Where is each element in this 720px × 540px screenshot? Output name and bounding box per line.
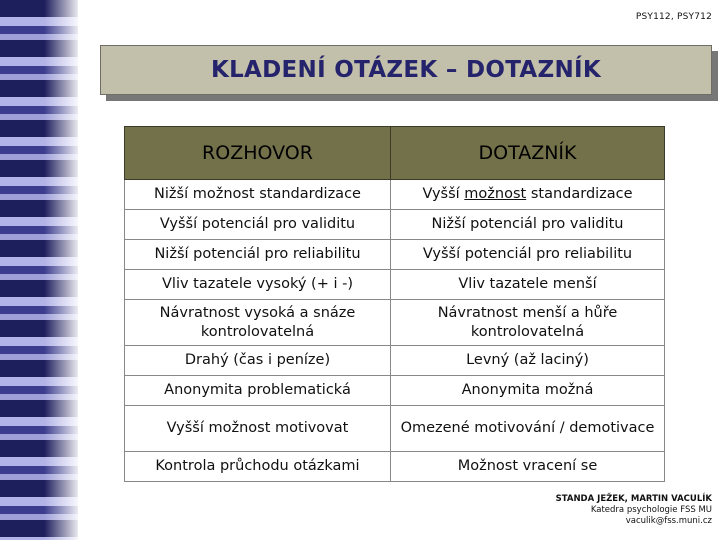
table-row xyxy=(125,210,665,240)
comparison-table xyxy=(124,126,665,482)
header-questionnaire: DOTAZNÍK xyxy=(391,127,665,180)
cell-interview: Kontrola průchodu otázkami xyxy=(125,452,391,482)
table-row xyxy=(125,376,665,406)
footer-authors: STANDA JEŽEK, MARTIN VACULÍK xyxy=(555,494,712,504)
cell-questionnaire: Anonymita možná xyxy=(391,376,665,406)
slide-title: KLADENÍ OTÁZEK – DOTAZNÍK xyxy=(210,57,602,83)
cell-text-prefix: Vyšší xyxy=(422,186,465,202)
author-footer xyxy=(556,494,712,527)
cell-interview: Nižší potenciál pro reliabilitu xyxy=(125,240,391,270)
slide-title-box xyxy=(100,45,712,95)
cell-questionnaire: Nižší potenciál pro validitu xyxy=(391,210,665,240)
table-row xyxy=(125,180,665,210)
table-row xyxy=(125,240,665,270)
cell-interview: Drahý (čas i peníze) xyxy=(125,346,391,376)
cell-questionnaire xyxy=(391,180,665,210)
cell-questionnaire: Možnost vracení se xyxy=(391,452,665,482)
cell-questionnaire: Vliv tazatele menší xyxy=(391,270,665,300)
table-row xyxy=(125,406,665,452)
underlined-word: možnost xyxy=(464,186,527,202)
table-row xyxy=(125,300,665,346)
cell-interview: Vliv tazatele vysoký (+ i -) xyxy=(125,270,391,300)
table-row xyxy=(125,270,665,300)
cell-interview: Vyšší potenciál pro validitu xyxy=(125,210,391,240)
footer-email: vaculik@fss.muni.cz xyxy=(625,516,712,526)
cell-interview: Nižší možnost standardizace xyxy=(125,180,391,210)
table-row xyxy=(125,452,665,482)
table-row xyxy=(125,346,665,376)
footer-department: Katedra psychologie FSS MU xyxy=(590,505,712,515)
header-interview: ROZHOVOR xyxy=(125,127,391,180)
cell-questionnaire: Vyšší potenciál pro reliabilitu xyxy=(391,240,665,270)
cell-interview: Anonymita problematická xyxy=(125,376,391,406)
decorative-stripe-fade xyxy=(44,0,78,540)
table-header-row xyxy=(125,127,665,180)
cell-questionnaire: Omezené motivování / demotivace xyxy=(391,406,665,452)
cell-questionnaire: Návratnost menší a hůře kontrolovatelná xyxy=(391,300,665,346)
cell-interview: Návratnost vysoká a snáze kontrolovatelná xyxy=(125,300,391,346)
cell-interview: Vyšší možnost motivovat xyxy=(125,406,391,452)
cell-questionnaire: Levný (až laciný) xyxy=(391,346,665,376)
course-codes: PSY112, PSY712 xyxy=(635,12,712,22)
cell-text-suffix: standardizace xyxy=(526,186,633,202)
